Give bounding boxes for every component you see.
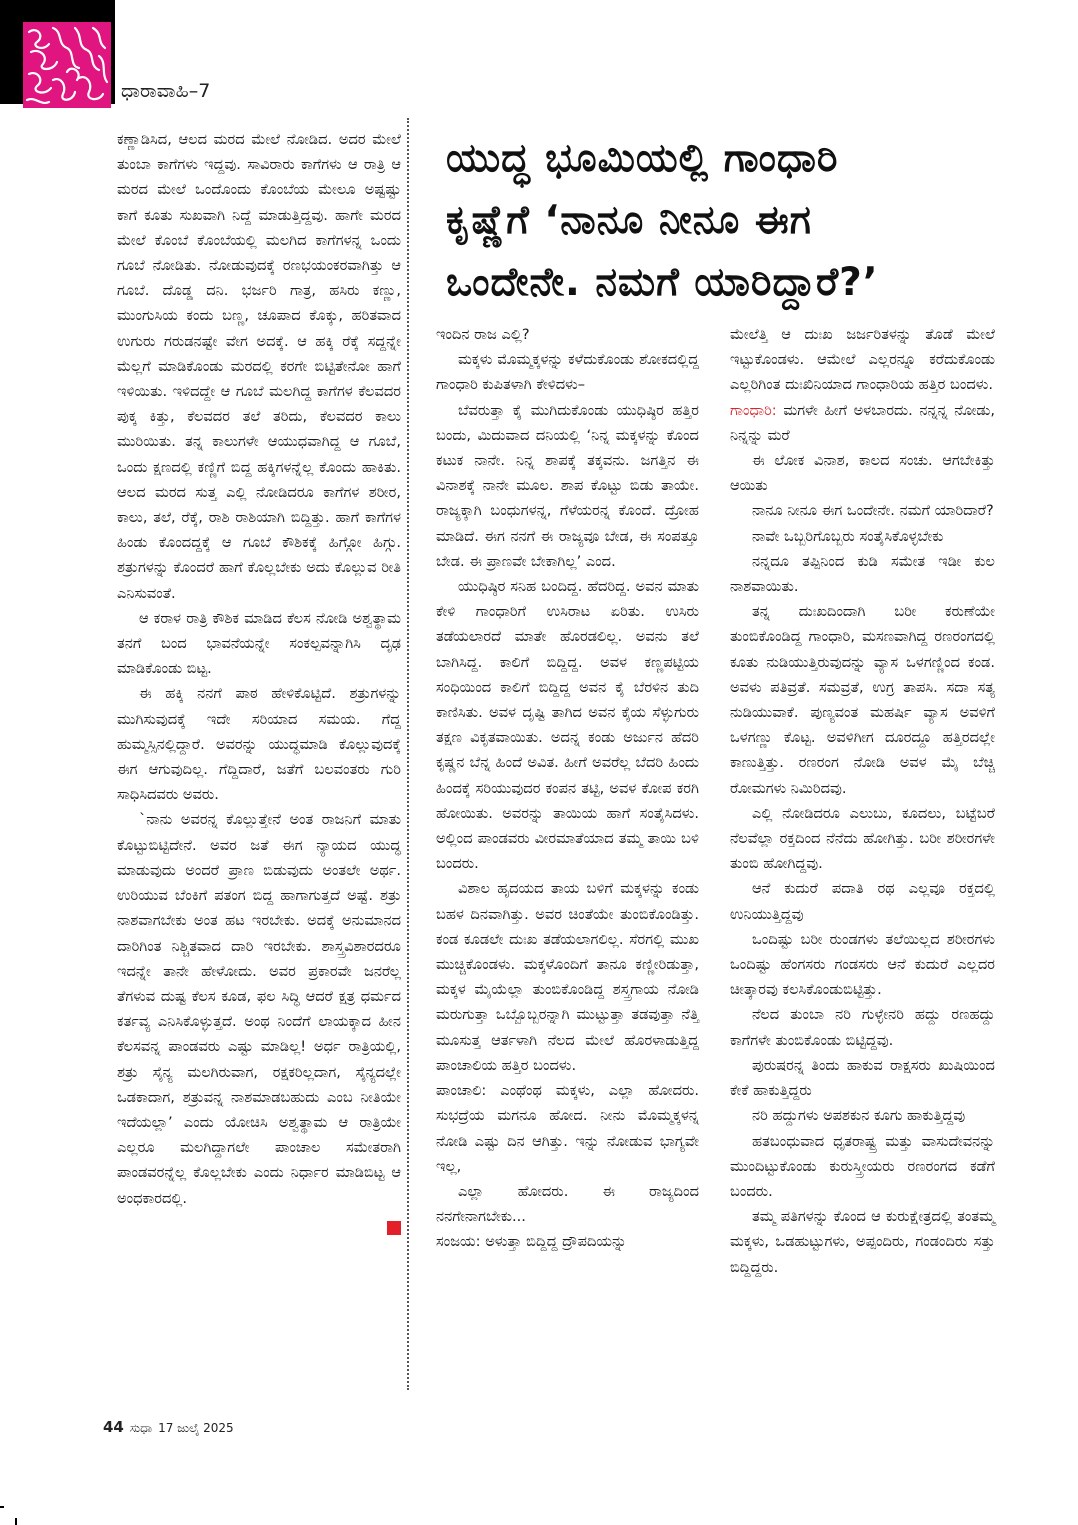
speaker-name: ಪಾಂಚಾಲಿ: xyxy=(436,1082,487,1100)
paragraph: ಇಂದಿನ ರಾಜ ಎಲ್ಲಿ? xyxy=(436,326,530,343)
paragraph: ಎಲ್ಲಿ ನೋಡಿದರೂ ಎಲುಬು, ಕೂದಲು, ಬಟ್ಟೆಬರೆ ನೆಲವೆಲ್ಲಾ ರಕ್ತದಿಂದ ನೆನೆದು ಹೋಗಿತ್ತು. ಬರೀ ಶರೀರಗಳೇ ತುಂಬಿ ಹೋಗಿದ್ದವು. xyxy=(730,804,995,873)
crop-mark xyxy=(15,1518,17,1525)
article-headline xyxy=(446,128,1006,314)
paragraph: ವಿಶಾಲ ಹೃದಯದ ತಾಯ ಬಳಿಗೆ ಮಕ್ಕಳನ್ನು ಕಂಡು ಬಹಳ ದಿನವಾಗಿತ್ತು. ಅವರ ಚಿಂತೆಯೇ ತುಂಬಿಕೊಂಡಿತ್ತು. ಕಂಡ ಕೂಡಲೇ ದುಃಖ ತಡೆಯಲಾಗಲಿಲ್ಲ. ಸೆರಗಲ್ಲಿ ಮುಖ ಮುಚ್ಚಿಕೊಂಡಳು. ಮಕ್ಕಳೊಂದಿಗೆ ತಾನೂ ಕಣ್ಣೀರಿಡುತ್ತಾ, ಮಕ್ಕಳ ಮೈಯೆಲ್ಲಾ ತುಂಬಿಕೊಂಡಿದ್ದ ಶಸ್ತ್ರಗಾಯ ನೋಡಿ ಮರುಗುತ್ತಾ ಒಬ್ಬೊಬ್ಬರನ್ನಾಗಿ ಮುಟ್ಟುತ್ತಾ ತಡವುತ್ತಾ ನೆತ್ತಿ ಮೂಸುತ್ತ ಆರ್ತಳಾಗಿ ನೆಲದ ಮೇಲೆ ಹೊರಳಾಡುತ್ತಿದ್ದ ಪಾಂಚಾಲಿಯ ಹತ್ತಿರ ಬಂದಳು. xyxy=(436,880,699,1074)
article-column-1 xyxy=(117,127,401,1235)
article-end-mark-icon xyxy=(387,1221,401,1235)
paragraph: ನಾನೂ ನೀನೂ ಈಗ ಒಂದೇನೇ. ನಮಗೆ ಯಾರಿದಾರೆ? xyxy=(752,502,994,520)
dialogue-text: ಎಲ್ಲಾ ಹೋದರು. ಈ ರಾಜ್ಯದಿಂದ ನನಗೇನಾಗಬೇಕು... xyxy=(436,1182,699,1226)
paragraph: ಬೆವರುತ್ತಾ ಕೈ ಮುಗಿದುಕೊಂಡು ಯುಧಿಷ್ಠಿರ ಹತ್ತಿರ ಬಂದು, ಮಿದುವಾದ ದನಿಯಲ್ಲಿ ‘ನಿನ್ನ ಮಕ್ಕಳನ್ನು ಕೊಂದ ಕಟುಕ ನಾನೇ. ನಿನ್ನ ಶಾಪಕ್ಕೆ ತಕ್ಕವನು. ಜಗತ್ತಿನ ಈ ವಿನಾಶಕ್ಕೆ ನಾನೇ ಮೂಲ. ಶಾಪ ಕೊಟ್ಟು ಬಿಡು ತಾಯೇ. ರಾಜ್ಯಕ್ಕಾಗಿ ಬಂಧುಗಳನ್ನ, ಗೆಳೆಯರನ್ನ ಕೊಂದೆ. ದ್ರೋಹ ಮಾಡಿದೆ. ಈಗ ನನಗೆ ಈ ರಾಜ್ಯವೂ ಬೇಡ, ಈ ಸಂಪತ್ತೂ ಬೇಡ. ಈ ಪ್ರಾಣವೇ ಬೇಕಾಗಿಲ್ಲ’ ಎಂದ. xyxy=(436,401,699,570)
crop-mark xyxy=(0,1506,4,1508)
paragraph: ಆ ಕರಾಳ ರಾತ್ರಿ ಕೌಶಿಕ ಮಾಡಿದ ಕೆಲಸ ನೋಡಿ ಅಶ್ವತ್ಥಾಮ ತನಗೆ ಬಂದ ಭಾವನೆಯನ್ನೇ ಸಂಕಲ್ಪವನ್ನಾಗಿಸಿ ದೃಢ ಮಾಡಿಕೊಂಡು ಬಿಟ್ಟ. xyxy=(117,609,401,678)
paragraph: ಒಂದಿಷ್ಟು ಬರೀ ರುಂಡಗಳು ತಲೆಯಿಲ್ಲದ ಶರೀರಗಳು ಒಂದಿಷ್ಟು ಹೆಂಗಸರು ಗಂಡಸರು ಆನೆ ಕುದುರೆ ಎಲ್ಲದರ ಚೀತ್ಕಾರವು ಕಲಸಿಕೊಂಡುಬಿಟ್ಟಿತ್ತು. xyxy=(730,930,995,999)
paragraph: ಕಣ್ಣಾಡಿಸಿದ, ಆಲದ ಮರದ ಮೇಲೆ ನೋಡಿದ. ಅದರ ಮೇಲೆ ತುಂಬಾ ಕಾಗೆಗಳು ಇದ್ದವು. ಸಾವಿರಾರು ಕಾಗೆಗಳು ಆ ರಾತ್ರಿ ಆ ಮರದ ಮೇಲೆ ಒಂದೊಂದು ಕೊಂಬೆಯ ಮೇಲೂ ಅಷ್ಟಷ್ಟು ಕಾಗೆ ಕೂತು ಸುಖವಾಗಿ ನಿದ್ದೆ ಮಾಡುತ್ತಿದ್ದವು. ಹಾಗೇ ಮರದ ಮೇಲೆ ಕೊಂಬೆ ಕೊಂಬೆಯಲ್ಲಿ ಮಲಗಿದ ಕಾಗೆಗಳನ್ನ ಒಂದು ಗೂಬೆ ನೋಡಿತು. ನೋಡುವುದಕ್ಕೆ ರಣಭಯಂಕರವಾಗಿತ್ತು ಆ ಗೂಬೆ. ದೊಡ್ಡ ದನಿ. ಭರ್ಜರಿ ಗಾತ್ರ, ಹಸಿರು ಕಣ್ಣು, ಮುಂಗುಸಿಯ ಕಂದು ಬಣ್ಣ, ಚೂಪಾದ ಕೊಕ್ಕು, ಹರಿತವಾದ ಉಗುರು ಗರುಡನಷ್ಟೇ ವೇಗ ಅದಕ್ಕೆ. ಆ ಹಕ್ಕಿ ರೆಕ್ಕೆ ಸದ್ದನ್ನೇ ಮೆಲ್ಲಗೆ ಮಾಡಿಕೊಂಡು ಮರದಲ್ಲಿ ಕರಗೇ ಬಿಟ್ಟಿತೇನೋ ಹಾಗೆ ಇಳಿಯಿತು. ಇಳಿದದ್ದೇ ಆ ಗೂಬೆ ಮಲಗಿದ್ದ ಕಾಗೆಗಳ ಕೆಲವದರ ಪುಕ್ಕ ಕಿತ್ತು, ಕೆಲವದರ ತಲೆ ತರಿದು, ಕೆಲವದರ ಕಾಲು ಮುರಿಯಿತು. ತನ್ನ ಕಾಲುಗಳೇ ಆಯುಧವಾಗಿದ್ದ ಆ ಗೂಬೆ, ಒಂದು ಕ್ಷಣದಲ್ಲಿ ಕಣ್ಣಿಗೆ ಬಿದ್ದ ಹಕ್ಕಿಗಳನ್ನೆಲ್ಲ ಕೊಂದು ಹಾಕಿತು. ಆಲದ ಮರದ ಸುತ್ತ ಎಲ್ಲಿ ನೋಡಿದರೂ ಕಾಗೆಗಳ ಶರೀರ, ಕಾಲು, ತಲೆ, ರೆಕ್ಕೆ, ರಾಶಿ ರಾಶಿಯಾಗಿ ಬಿದ್ದಿತ್ತು. ಹಾಗೆ ಕಾಗೆಗಳ ಹಿಂಡು ಕೊಂದದ್ದಕ್ಕೆ ಆ ಗೂಬೆ ಕೌಶಿಕಕ್ಕೆ ಹಿಗ್ಗೋ ಹಿಗ್ಗು. ಶತ್ರುಗಳನ್ನು ಕೊಂದರೆ ಹಾಗೆ ಕೊಲ್ಲಬೇಕು ಅದು ಕೊಲ್ಲುವ ರೀತಿ ಎನಿಸುವಂತೆ. xyxy=(117,131,401,602)
paragraph: ಯುಧಿಷ್ಠಿರ ಸನಿಹ ಬಂದಿದ್ದ. ಹೆದರಿದ್ದ. ಅವನ ಮಾತು ಕೇಳಿ ಗಾಂಧಾರಿಗೆ ಉಸಿರಾಟ ಏರಿತು. ಉಸಿರು ತಡೆಯಲಾರದೆ ಮಾತೇ ಹೊರಡಲಿಲ್ಲ. ಅವನು ತಲೆ ಬಾಗಿಸಿದ್ದ. ಕಾಲಿಗೆ ಬಿದ್ದಿದ್ದ. ಅವಳ ಕಣ್ಣಪಟ್ಟಿಯ ಸಂಧಿಯಿಂದ ಕಾಲಿಗೆ ಬಿದ್ದಿದ್ದ ಅವನ ಕೈ ಬೆರಳಿನ ತುದಿ ಕಾಣಿಸಿತು. ಅವಳ ದೃಷ್ಟಿ ತಾಗಿದ ಅವನ ಕೈಯ ಸೆಳ್ಳುಗುರು ತಕ್ಷಣ ವಿಕೃತವಾಯಿತು. ಅದನ್ನ ಕಂಡು ಅರ್ಜುನ ಹೆದರಿ ಕೃಷ್ಣನ ಬೆನ್ನ ಹಿಂದೆ ಅವಿತ. ಹೀಗೆ ಅವರೆಲ್ಲ ಬೆದರಿ ಹಿಂದು ಹಿಂದಕ್ಕೆ ಸರಿಯುವುದರ ಕಂಪನ ತಟ್ಟಿ, ಅವಳ ಕೋಪ ಕರಗಿ ಹೋಯಿತು. ಅವರನ್ನು ತಾಯಿಯ ಹಾಗೆ ಸಂತೈಸಿದಳು. ಅಲ್ಲಿಂದ ಪಾಂಡವರು ವೀರಮಾತೆಯಾದ ತಮ್ಮ ತಾಯಿ ಬಳಿ ಬಂದರು. xyxy=(436,578,699,873)
dialogue-text: ಮಗಳೇ ಹೀಗೆ ಅಳಬಾರದು. ನನ್ನನ್ನ ನೋಡು, ನಿನ್ನನ್ನು ಮರೆ xyxy=(730,401,995,444)
dialogue-line xyxy=(436,1078,699,1179)
page-number: 44 xyxy=(103,1418,124,1436)
dialogue-line xyxy=(436,1179,699,1229)
headline-line: ಕೃಷ್ಣೆಗೆ ‘ನಾನೂ ನೀನೂ ಈಗ xyxy=(446,198,812,243)
dialogue-line xyxy=(436,1229,699,1254)
paragraph: ಮೇಲೆತ್ತಿ ಆ ದುಃಖ ಜರ್ಜರಿತಳನ್ನು ತೊಡೆ ಮೇಲೆ ಇಟ್ಟುಕೊಂಡಳು. ಆಮೇಲೆ ಎಲ್ಲರನ್ನೂ ಕರೆದುಕೊಂಡು ಎಲ್ಲರಿಗಿಂತ ದುಃಖಿನಿಯಾದ ಗಾಂಧಾರಿಯ ಹತ್ತಿರ ಬಂದಳು. xyxy=(730,326,995,394)
speaker-name: ಗಾಂಧಾರಿ: xyxy=(730,401,777,419)
paragraph: ತನ್ನ ದುಃಖದಿಂದಾಗಿ ಬರೀ ಕರುಣೆಯೇ ತುಂಬಿಕೊಂಡಿದ್ದ ಗಾಂಧಾರಿ, ಮಸಣವಾಗಿದ್ದ ರಣರಂಗದಲ್ಲಿ ಕೂತು ನುಡಿಯುತ್ತಿರುವುದನ್ನು ವ್ಯಾಸ ಒಳಗಣ್ಣಿಂದ ಕಂಡ. ಅವಳು ಪತಿವ್ರತೆ. ಸಮವ್ರತೆ, ಉಗ್ರ ತಾಪಸಿ. ಸದಾ ಸತ್ಯ ನುಡಿಯುವಾಕೆ. ಪುಣ್ಯವಂತ ಮಹರ್ಷಿ ವ್ಯಾಸ ಅವಳಿಗೆ ಒಳಗಣ್ಣು ಕೊಟ್ಟ. ಅವಳಿಗೀಗ ದೂರದ್ದೂ ಹತ್ತಿರದಲ್ಲೇ ಕಾಣುತ್ತಿತ್ತು. ರಣರಂಗ ನೋಡಿ ಅವಳ ಮೈ ಬೆಚ್ಚಿ ರೋಮಗಳು ನಿಮಿರಿದವು. xyxy=(730,603,995,797)
page-footer xyxy=(103,1418,234,1436)
paragraph: ಆನೆ ಕುದುರೆ ಪದಾತಿ ರಥ ಎಲ್ಲವೂ ರಕ್ತದಲ್ಲಿ ಉನಿಯುತ್ತಿದ್ದವು xyxy=(730,880,995,923)
speaker-name: ಸಂಜಯ: xyxy=(436,1233,481,1251)
article-column-3 xyxy=(730,322,995,1280)
dialogue-line xyxy=(730,398,995,448)
swirl-pattern-icon xyxy=(23,22,111,108)
dialogue-text: ಅಳುತ್ತಾ ಬಿದ್ದಿದ್ದ ದ್ರೌಪದಿಯನ್ನು xyxy=(485,1233,627,1251)
paragraph: ಮಕ್ಕಳು ಮೊಮ್ಮಕ್ಕಳನ್ನು ಕಳೆದುಕೊಂಡು ಶೋಕದಲ್ಲಿದ್ದ ಗಾಂಧಾರಿ ಕುಪಿತಳಾಗಿ ಕೇಳಿದಳು– xyxy=(436,351,699,394)
headline-line: ಒಂದೇನೇ. ನಮಗೆ ಯಾರಿದ್ದಾರೆ?’ xyxy=(446,260,879,305)
article-column-2 xyxy=(436,322,699,1255)
paragraph: ತಮ್ಮ ಪತಿಗಳನ್ನು ಕೊಂದ ಆ ಕುರುಕ್ಷೇತ್ರದಲ್ಲಿ ತಂತಮ್ಮ ಮಕ್ಕಳು, ಒಡಹುಟ್ಟುಗಳು, ಅಪ್ಪಂದಿರು, ಗಂಡಂದಿರು ಸತ್ತು ಬಿದ್ದಿದ್ದರು. xyxy=(730,1208,995,1276)
column-divider xyxy=(407,118,409,1390)
magazine-name: ಸುಧಾ xyxy=(129,1421,153,1435)
paragraph: `ನಾನು ಅವರನ್ನ ಕೊಲ್ಲುತ್ತೇನೆ ಅಂತ ರಾಜನಿಗೆ ಮಾತು ಕೊಟ್ಟುಬಿಟ್ಟಿದೇನೆ. ಅವರ ಜತೆ ಈಗ ನ್ಯಾಯದ ಯುದ್ಧ ಮಾಡುವುದು ಅಂದರೆ ಪ್ರಾಣ ಬಿಡುವುದು ಅಂತಲೇ ಅರ್ಥ. ಉರಿಯುವ ಬೆಂಕಿಗೆ ಪತಂಗ ಬಿದ್ದ ಹಾಗಾಗುತ್ತದೆ ಅಷ್ಟೆ. ಶತ್ರು ನಾಶವಾಗಬೇಕು ಅಂತ ಹಟ ಇರಬೇಕು. ಅದಕ್ಕೆ ಅನುಮಾನದ ದಾರಿಗಿಂತ ನಿಶ್ಚಿತವಾದ ದಾರಿ ಇರಬೇಕು. ಶಾಸ್ತ್ರವಿಶಾರದರೂ ಇದನ್ನೇ ತಾನೇ ಹೇಳೋದು. ಅವರ ಪ್ರಕಾರವೇ ಜನರೆಲ್ಲ ತೆಗಳುವ ದುಷ್ಟ ಕೆಲಸ ಕೂಡ, ಫಲ ಸಿದ್ಧಿ ಆದರೆ ಕ್ಷತ್ರ ಧರ್ಮದ ಕರ್ತವ್ಯ ಎನಿಸಿಕೊಳ್ಳುತ್ತದೆ. ಅಂಥ ನಿಂದೆಗೆ ಲಾಯಕ್ಕಾದ ಹೀನ ಕೆಲಸವನ್ನ ಪಾಂಡವರು ಎಷ್ಟು ಮಾಡಿಲ್ಲ! ಅರ್ಧ ರಾತ್ರಿಯಲ್ಲಿ, ಶತ್ರು ಸೈನ್ಯ ಮಲಗಿರುವಾಗ, ರಕ್ಷಕರಿಲ್ಲದಾಗ, ಸೈನ್ಯದಲ್ಲೇ ಒಡಕಾದಾಗ, ಶತ್ರುವನ್ನ ನಾಶಮಾಡಬಹುದು ಎಂಬ ನೀತಿಯೇ ಇದೆಯಲ್ಲಾ’ ಎಂದು ಯೋಚಿಸಿ ಅಶ್ವತ್ಥಾಮ ಆ ರಾತ್ರಿಯೇ ಎಲ್ಲರೂ ಮಲಗಿದ್ದಾಗಲೇ ಪಾಂಚಾಲ ಸಮೇತರಾಗಿ ಪಾಂಡವರನ್ನೆಲ್ಲ ಕೊಲ್ಲಬೇಕು ಎಂದು ನಿರ್ಧಾರ ಮಾಡಿಬಿಟ್ಟ ಆ ಅಂಧಕಾರದಲ್ಲಿ. xyxy=(117,811,401,1207)
paragraph: ಈ ಹಕ್ಕಿ ನನಗೆ ಪಾಠ ಹೇಳಿಕೊಟ್ಟಿದೆ. ಶತ್ರುಗಳನ್ನು ಮುಗಿಸುವುದಕ್ಕೆ ಇದೇ ಸರಿಯಾದ ಸಮಯ. ಗೆದ್ದ ಹುಮ್ಮಸ್ಸಿನಲ್ಲಿದ್ದಾರೆ. ಅವರನ್ನು ಯುದ್ಧಮಾಡಿ ಕೊಲ್ಲುವುದಕ್ಕೆ ಈಗ ಆಗುವುದಿಲ್ಲ. ಗೆದ್ದಿದಾರೆ, ಜತೆಗೆ ಬಲವಂತರು ಗುರಿ ಸಾಧಿಸಿದವರು ಅವರು. xyxy=(117,685,401,804)
issue-date: 17 ಜುಲೈ 2025 xyxy=(158,1421,234,1435)
paragraph: ಹತಬಂಧುವಾದ ಧೃತರಾಷ್ಟ್ರ ಮತ್ತು ವಾಸುದೇವನನ್ನು ಮುಂದಿಟ್ಟುಕೊಂಡು ಕುರುಸ್ತ್ರೀಯರು ರಣರಂಗದ ಕಡೆಗೆ ಬಂದರು. xyxy=(730,1132,995,1200)
paragraph: ಈ ಲೋಕ ವಿನಾಶ, ಕಾಲದ ಸಂಚು. ಆಗಬೇಕಿತ್ತು ಆಯಿತು xyxy=(730,452,995,495)
paragraph: ನೆಲದ ತುಂಬಾ ನರಿ ಗುಳ್ಳೇನರಿ ಹದ್ದು ರಣಹದ್ದು ಕಾಗೆಗಳೇ ತುಂಬಿಕೊಂಡು ಬಿಟ್ಟಿದ್ದವು. xyxy=(730,1006,995,1049)
headline-line: ಯುದ್ಧ ಭೂಮಿಯಲ್ಲಿ ಗಾಂಧಾರಿ xyxy=(446,136,839,181)
series-logo-icon xyxy=(23,22,111,108)
dialogue-text: ಎಂಥೆಂಥ ಮಕ್ಕಳು, ಎಲ್ಲಾ ಹೋದರು. ಸುಭದ್ರೆಯ ಮಗನೂ ಹೋದ. ನೀನು ಮೊಮ್ಮಕ್ಕಳನ್ನ ನೋಡಿ ಎಷ್ಟು ದಿನ ಆಗಿತ್ತು. ಇನ್ನು ನೋಡುವ ಭಾಗ್ಯವೇ ಇಲ್ಲ, xyxy=(436,1082,699,1175)
paragraph: ನನ್ನದೂ ತಪ್ಪಿನಿಂದ ಕುಡಿ ಸಮೇತ ಇಡೀ ಕುಲ ನಾಶವಾಯಿತು. xyxy=(730,552,995,596)
paragraph: ಪುರುಷರನ್ನ ತಿಂದು ಹಾಕುವ ರಾಕ್ಷಸರು ಖುಷಿಯಿಂದ ಕೇಕೆ ಹಾಕುತ್ತಿದ್ದರು xyxy=(730,1056,995,1100)
section-label: ಧಾರಾವಾಹಿ–7 xyxy=(121,80,211,102)
paragraph: ನರಿ ಹದ್ದುಗಳು ಅಪಶಕುನ ಕೂಗು ಹಾಕುತ್ತಿದ್ದವು xyxy=(752,1107,966,1125)
paragraph: ನಾವೇ ಒಬ್ಬರಿಗೊಬ್ಬರು ಸಂತೈಸಿಕೊಳ್ಳಬೇಕು xyxy=(752,527,944,545)
